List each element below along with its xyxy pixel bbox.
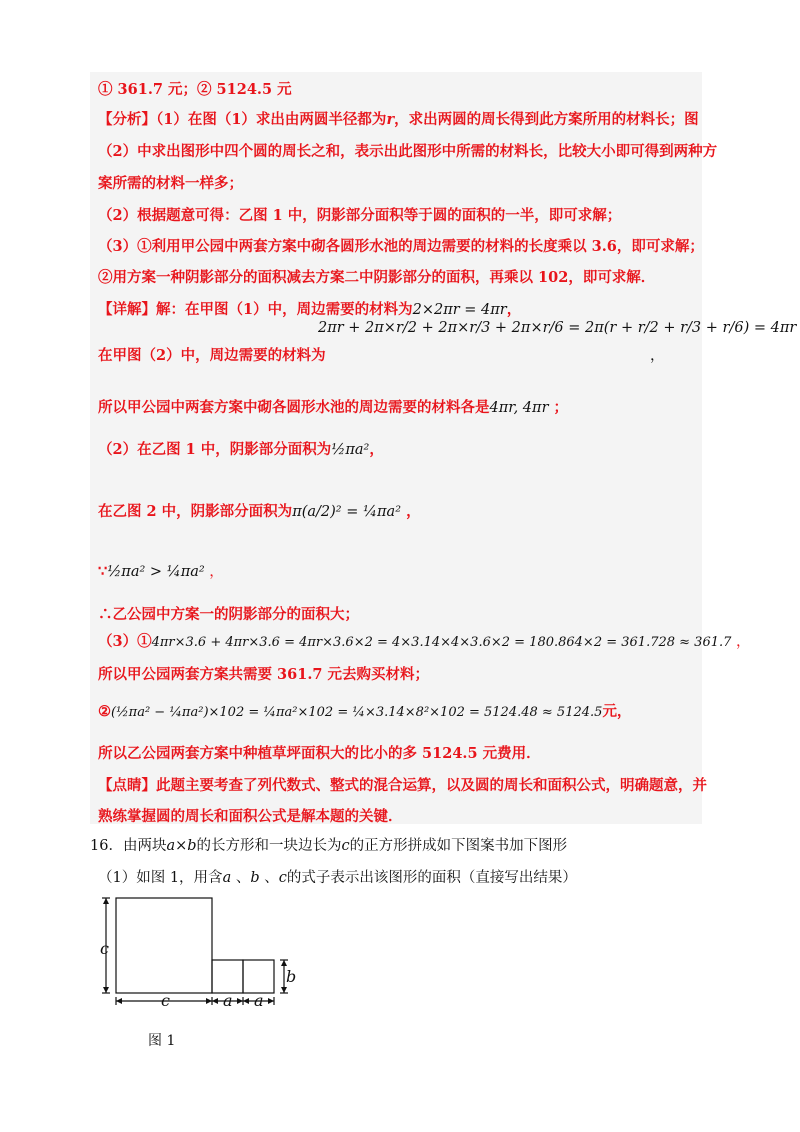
question-16-stem: 16．由两块a×b的长方形和一块边长为c的正方形拼成如下图案书加下图形 bbox=[90, 838, 568, 854]
detail-line-8: （3）①4πr×3.6 + 4πr×3.6 = 4πr×3.6×2 = 4×3.14×4×3.6×2 = 180.864×2 = 361.728 ≈ 361.7 ， bbox=[98, 633, 751, 650]
formula-cost-1: 4πr×3.6 + 4πr×3.6 = 4πr×3.6×2 = 4×3.14×4×3.6×2 = 180.864×2 = 361.728 ≈ 361.7 bbox=[151, 635, 732, 650]
analysis-tag: 【分析】 bbox=[98, 111, 156, 128]
formula-cost-2: (½πa² − ¼πa²)×102 = ¼πa²×102 = ¼×3.14×8²×102 = 5124.48 ≈ 5124.5 bbox=[111, 705, 603, 720]
comment-line-2: 熟练掌握圆的周长和面积公式是解本题的关键． bbox=[98, 808, 403, 825]
detail-line-4: （2）在乙图 1 中，阴影部分面积为½πa²， bbox=[98, 441, 384, 458]
label-b: b bbox=[286, 967, 297, 986]
analysis-line-6: ②用方案一种阴影部分的面积减去方案二中阴影部分的面积，再乘以 102，即可求解． bbox=[98, 269, 656, 286]
detail-line-3: 所以甲公园中两套方案中砌各圆形水池的周边需要的材料各是4πr, 4πr ； bbox=[98, 399, 569, 416]
analysis-line-3: 案所需的材料一样多； bbox=[98, 175, 243, 192]
detail-line-6: ∵½πa² > ¼πa² ， bbox=[98, 563, 224, 580]
analysis-line-2: （2）中求出图形中四个圆的周长之和，表示出此图形中所需的材料长，比较大小即可得到两种方 bbox=[98, 143, 718, 160]
analysis-line-1: 【分析】（1）在图（1）求出由两圆半径都为r，求出两圆的周长得到此方案所用的材料长；图 bbox=[98, 111, 699, 128]
label-c-bottom: c bbox=[161, 991, 170, 1010]
answer-result: ① 361.7 元；② 5124.5 元 bbox=[98, 81, 292, 98]
formula-materials: 4πr, 4πr bbox=[489, 400, 549, 416]
formula-area-1: ½πa² bbox=[331, 442, 370, 458]
square-c bbox=[116, 898, 212, 993]
detail-line-7: ∴乙公园中方案一的阴影部分的面积大； bbox=[98, 606, 359, 623]
label-a-1: a bbox=[223, 991, 233, 1010]
detail-line-1: 【详解】解：在甲图（1）中，周边需要的材料为2×2πr = 4πr， bbox=[98, 301, 522, 318]
detail-line-5: 在乙图 2 中，阴影部分面积为π(a/2)² = ¼πa² ， bbox=[98, 503, 421, 520]
label-c-left: c bbox=[100, 939, 109, 958]
formula-perimeter-2: 2πr + 2π×r/2 + 2π×r/3 + 2π×r/6 = 2π(r + r/2 + r/3 + r/6) = 4πr bbox=[318, 320, 797, 336]
comment-tag: 【点睛】 bbox=[98, 777, 156, 794]
rectangle-ab-2 bbox=[243, 960, 274, 993]
rectangle-ab-1 bbox=[212, 960, 243, 993]
detail-line-11: 所以乙公园两套方案中种植草坪面积大的比小的多 5124.5 元费用． bbox=[98, 745, 541, 762]
analysis-line-5: （3）①利用甲公园中两套方案中砌各圆形水池的周边需要的材料的长度乘以 3.6，即可求解； bbox=[98, 238, 704, 255]
formula-compare: ½πa² > ¼πa² bbox=[107, 564, 205, 580]
detail-line-10: ②(½πa² − ¼πa²)×102 = ¼πa²×102 = ¼×3.14×8²×102 = 5124.48 ≈ 5124.5元， bbox=[98, 703, 632, 720]
figure-1-caption: 图 1 bbox=[148, 1033, 176, 1049]
analysis-line-4: （2）根据题意可得：乙图 1 中，阴影部分面积等于圆的面积的一半，即可求解； bbox=[98, 207, 622, 224]
label-a-2: a bbox=[254, 991, 264, 1010]
formula-area-2: π(a/2)² = ¼πa² bbox=[292, 504, 402, 520]
figure-1-diagram bbox=[98, 888, 318, 1018]
detail-line-2: 在甲图（2）中，周边需要的材料为 bbox=[98, 347, 326, 364]
detail-line-9: 所以甲公园两套方案共需要 361.7 元去购买材料； bbox=[98, 666, 429, 683]
detail-tag: 【详解】 bbox=[98, 301, 156, 318]
question-16-part-1: （1）如图 1，用含a 、b 、c的式子表示出该图形的面积（直接写出结果） bbox=[98, 870, 577, 886]
comment-line-1: 【点睛】此题主要考查了列代数式、整式的混合运算，以及圆的周长和面积公式，明确题意，并 bbox=[98, 777, 707, 794]
formula-perimeter-1: 2×2πr = 4πr bbox=[412, 302, 507, 318]
